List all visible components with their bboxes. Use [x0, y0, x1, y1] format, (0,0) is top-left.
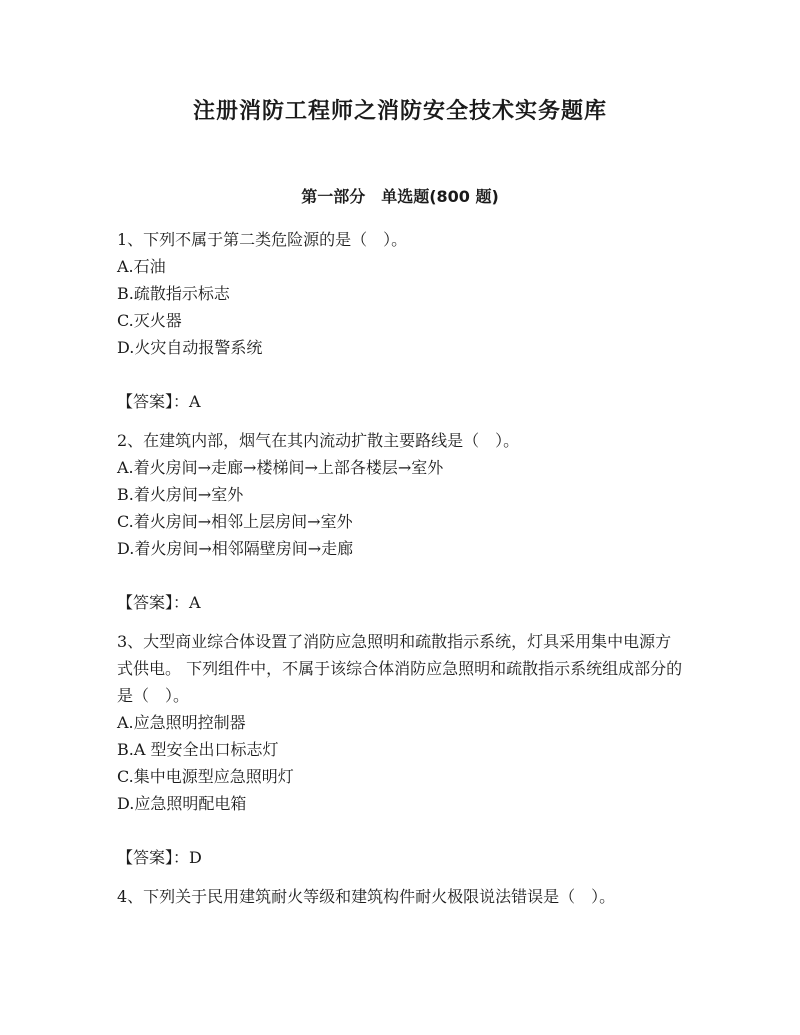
option-d: D.着火房间→相邻隔壁房间→走廊 — [117, 539, 354, 558]
question-stem: 4、下列关于民用建筑耐火等级和建筑构件耐火极限说法错误是（ ）。 — [117, 887, 616, 906]
option-a: A.石油 — [117, 257, 166, 276]
answer-value: A — [189, 392, 201, 411]
option-c: C.灭火器 — [117, 311, 182, 330]
question-3 — [117, 628, 683, 871]
option-b: B.疏散指示标志 — [117, 284, 230, 303]
document-title: 注册消防工程师之消防安全技术实务题库 — [192, 99, 607, 124]
answer-line — [117, 844, 683, 871]
question-1 — [117, 226, 683, 415]
option-c: C.集中电源型应急照明灯 — [117, 767, 294, 786]
question-4 — [117, 883, 683, 910]
question-list — [117, 226, 683, 910]
answer-line — [117, 388, 683, 415]
answer-value: A — [189, 593, 201, 612]
answer-label: 【答案】： — [117, 593, 190, 612]
option-c: C.着火房间→相邻上层房间→室外 — [117, 512, 353, 531]
option-b: B.A 型安全出口标志灯 — [117, 740, 279, 759]
option-a: A.着火房间→走廊→楼梯间→上部各楼层→室外 — [117, 458, 444, 477]
question-2 — [117, 427, 683, 616]
section-title: 第一部分 单选题(800 题) — [301, 187, 499, 206]
answer-line — [117, 589, 683, 616]
option-d: D.应急照明配电箱 — [117, 794, 247, 813]
question-stem: 1、下列不属于第二类危险源的是（ ）。 — [117, 230, 408, 249]
option-a: A.应急照明控制器 — [117, 713, 246, 732]
answer-label: 【答案】： — [117, 848, 190, 867]
question-stem: 3、大型商业综合体设置了消防应急照明和疏散指示系统，灯具采用集中电源方式供电。 下列组件中，不属于该综合体消防应急照明和疏散指示系统组成部分的是（ ）。 — [117, 632, 683, 705]
option-d: D.火灾自动报警系统 — [117, 338, 263, 357]
answer-label: 【答案】： — [117, 392, 190, 411]
question-stem: 2、在建筑内部，烟气在其内流动扩散主要路线是（ ）。 — [117, 431, 520, 450]
answer-value: D — [189, 848, 202, 867]
option-b: B.着火房间→室外 — [117, 485, 244, 504]
